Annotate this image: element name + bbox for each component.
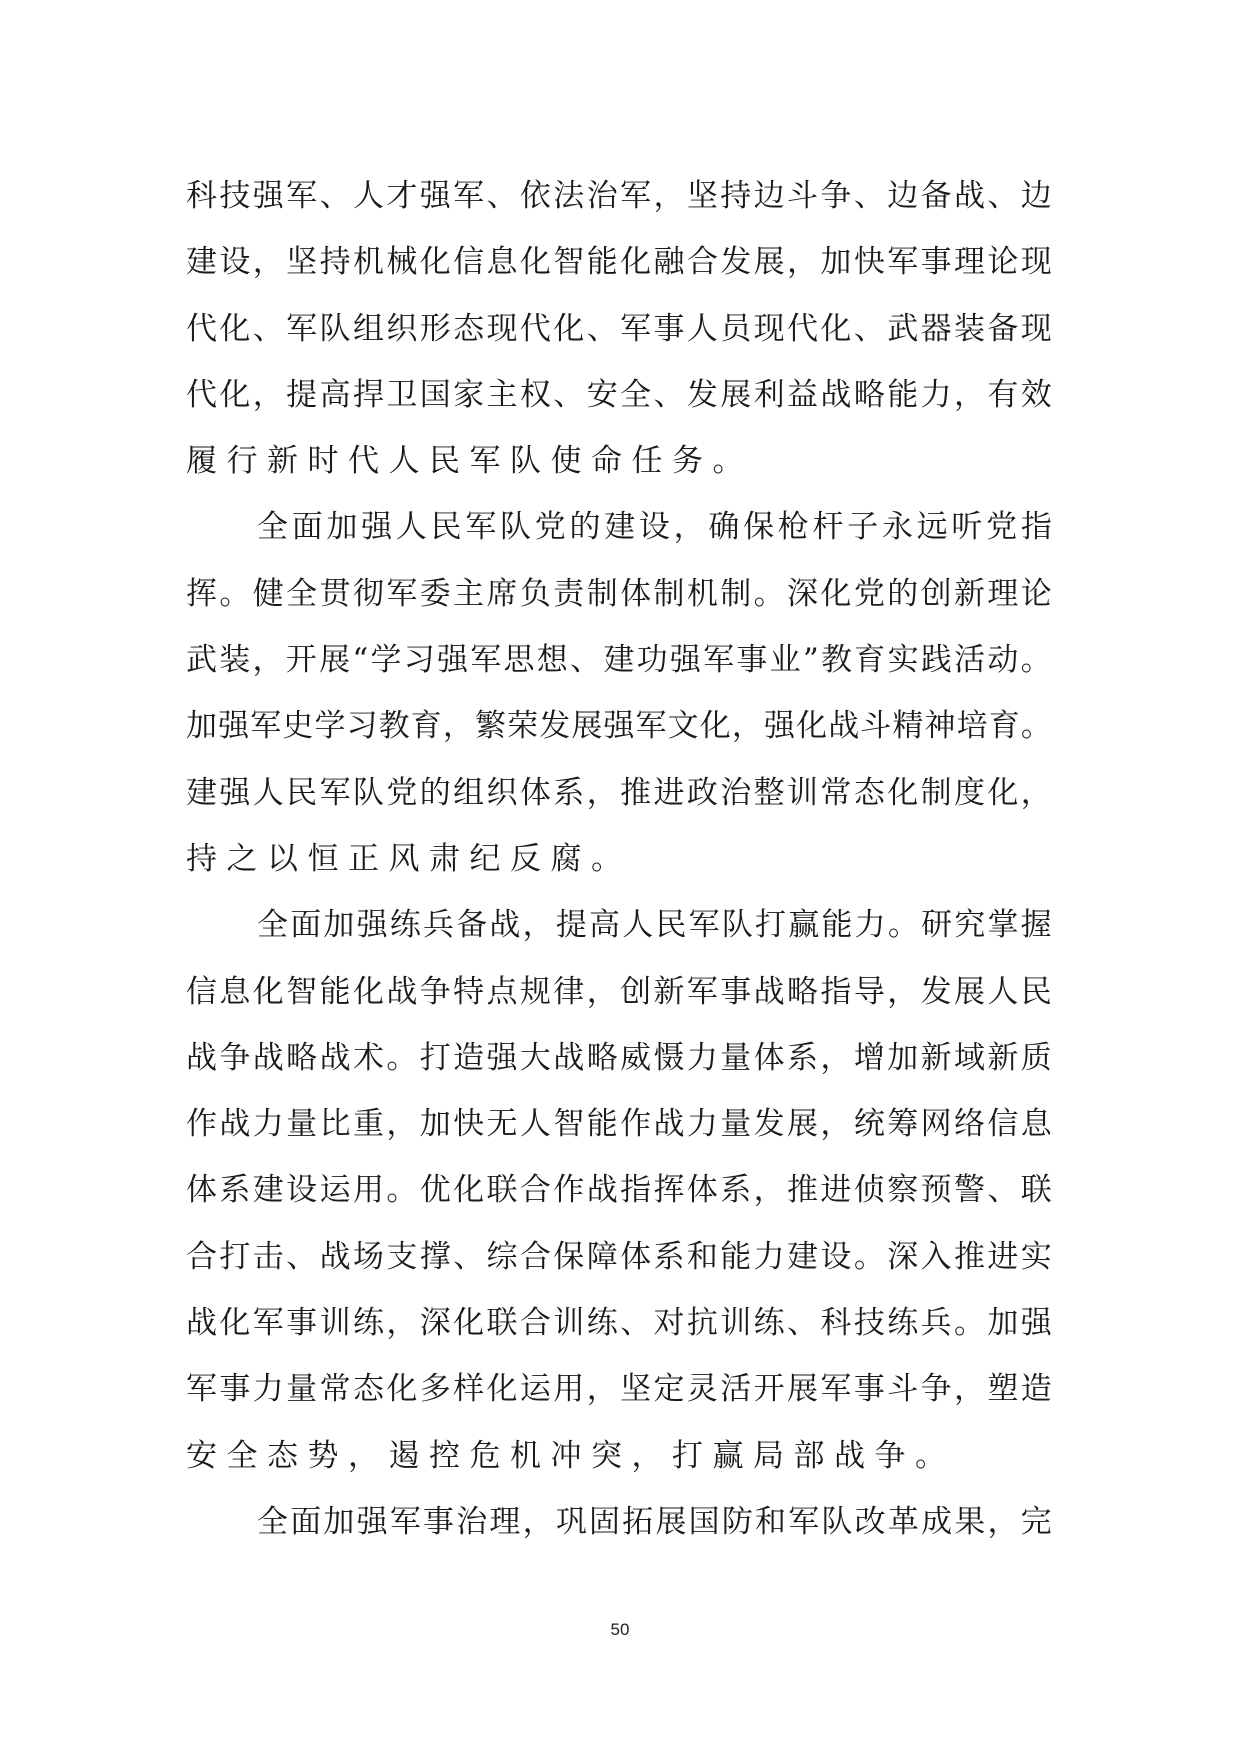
text-line: 合 打 击 、 战 场 支 撑 、 综 合 保 障 体 系 和 能 力 建 设 。 深 入 推 进 实 — [186, 1238, 1052, 1275]
text-line: 建 设 ， 坚 持 机 械 化 信 息 化 智 能 化 融 合 发 展 ， 加 快 军 事 理 论 现 — [186, 244, 1052, 281]
text-line: 战 争 战 略 战 术 。 打 造 强 大 战 略 威 慑 力 量 体 系 ， 增 加 新 域 新 质 — [186, 1039, 1052, 1076]
text-line: 履行新时代人民军队使命任务。 — [186, 443, 753, 480]
text-line: 信 息 化 智 能 化 战 争 特 点 规 律 ， 创 新 军 事 战 略 指 导 ， 发 展 人 民 — [186, 973, 1052, 1010]
text-line: 挥 。 健 全 贯 彻 军 委 主 席 负 责 制 体 制 机 制 。 深 化 党 的 创 新 理 论 — [186, 575, 1052, 612]
text-line: 作 战 力 量 比 重 ， 加 快 无 人 智 能 作 战 力 量 发 展 ， 统 筹 网 络 信 息 — [186, 1106, 1052, 1143]
text-line: 安全态势，遏控危机冲突，打赢局部战争。 — [186, 1437, 956, 1474]
text-line: 科 技 强 军 、 人 才 强 军 、 依 法 治 军 ， 坚 持 边 斗 争 、 边 备 战 、 边 — [186, 178, 1052, 214]
text-line: 全 面 加 强 军 事 治 理 ， 巩 固 拓 展 国 防 和 军 队 改 革 成 果 ， 完 — [257, 1503, 1052, 1540]
text-line: 全 面 加 强 练 兵 备 战 ， 提 高 人 民 军 队 打 赢 能 力 。 研 究 掌 握 — [257, 907, 1052, 944]
page-number: 50 — [610, 1620, 630, 1639]
text-line: 军 事 力 量 常 态 化 多 样 化 运 用 ， 坚 定 灵 活 开 展 军 事 斗 争 ， 塑 造 — [186, 1371, 1052, 1408]
text-line: 体 系 建 设 运 用 。 优 化 联 合 作 战 指 挥 体 系 ， 推 进 侦 察 预 警 、 联 — [186, 1172, 1052, 1209]
body-text — [186, 163, 1052, 1555]
text-line: 战 化 军 事 训 练 ， 深 化 联 合 训 练 、 对 抗 训 练 、 科 技 练 兵 。 加 强 — [186, 1305, 1052, 1342]
text-line: 代 化 ， 提 高 捍 卫 国 家 主 权 、 安 全 、 发 展 利 益 战 略 能 力 ， 有 效 — [186, 376, 1052, 413]
text-line: 持之以恒正风肃纪反腐。 — [186, 840, 632, 877]
text-line: 加 强 军 史 学 习 教 育 ， 繁 荣 发 展 强 军 文 化 ， 强 化 战 斗 精 神 培 育 。 — [186, 708, 1052, 745]
text-line: 武 装 ， 开 展 “ 学 习 强 军 思 想 、 建 功 强 军 事 业 ” 教 育 实 践 活 动 。 — [186, 642, 1052, 679]
text-line: 建 强 人 民 军 队 党 的 组 织 体 系 ， 推 进 政 治 整 训 常 态 化 制 度 化 ， — [186, 774, 1052, 811]
text-line: 代 化 、 军 队 组 织 形 态 现 代 化 、 军 事 人 员 现 代 化 、 武 器 装 备 现 — [186, 310, 1052, 347]
text-line: 全 面 加 强 人 民 军 队 党 的 建 设 ， 确 保 枪 杆 子 永 远 听 党 指 — [257, 509, 1052, 546]
